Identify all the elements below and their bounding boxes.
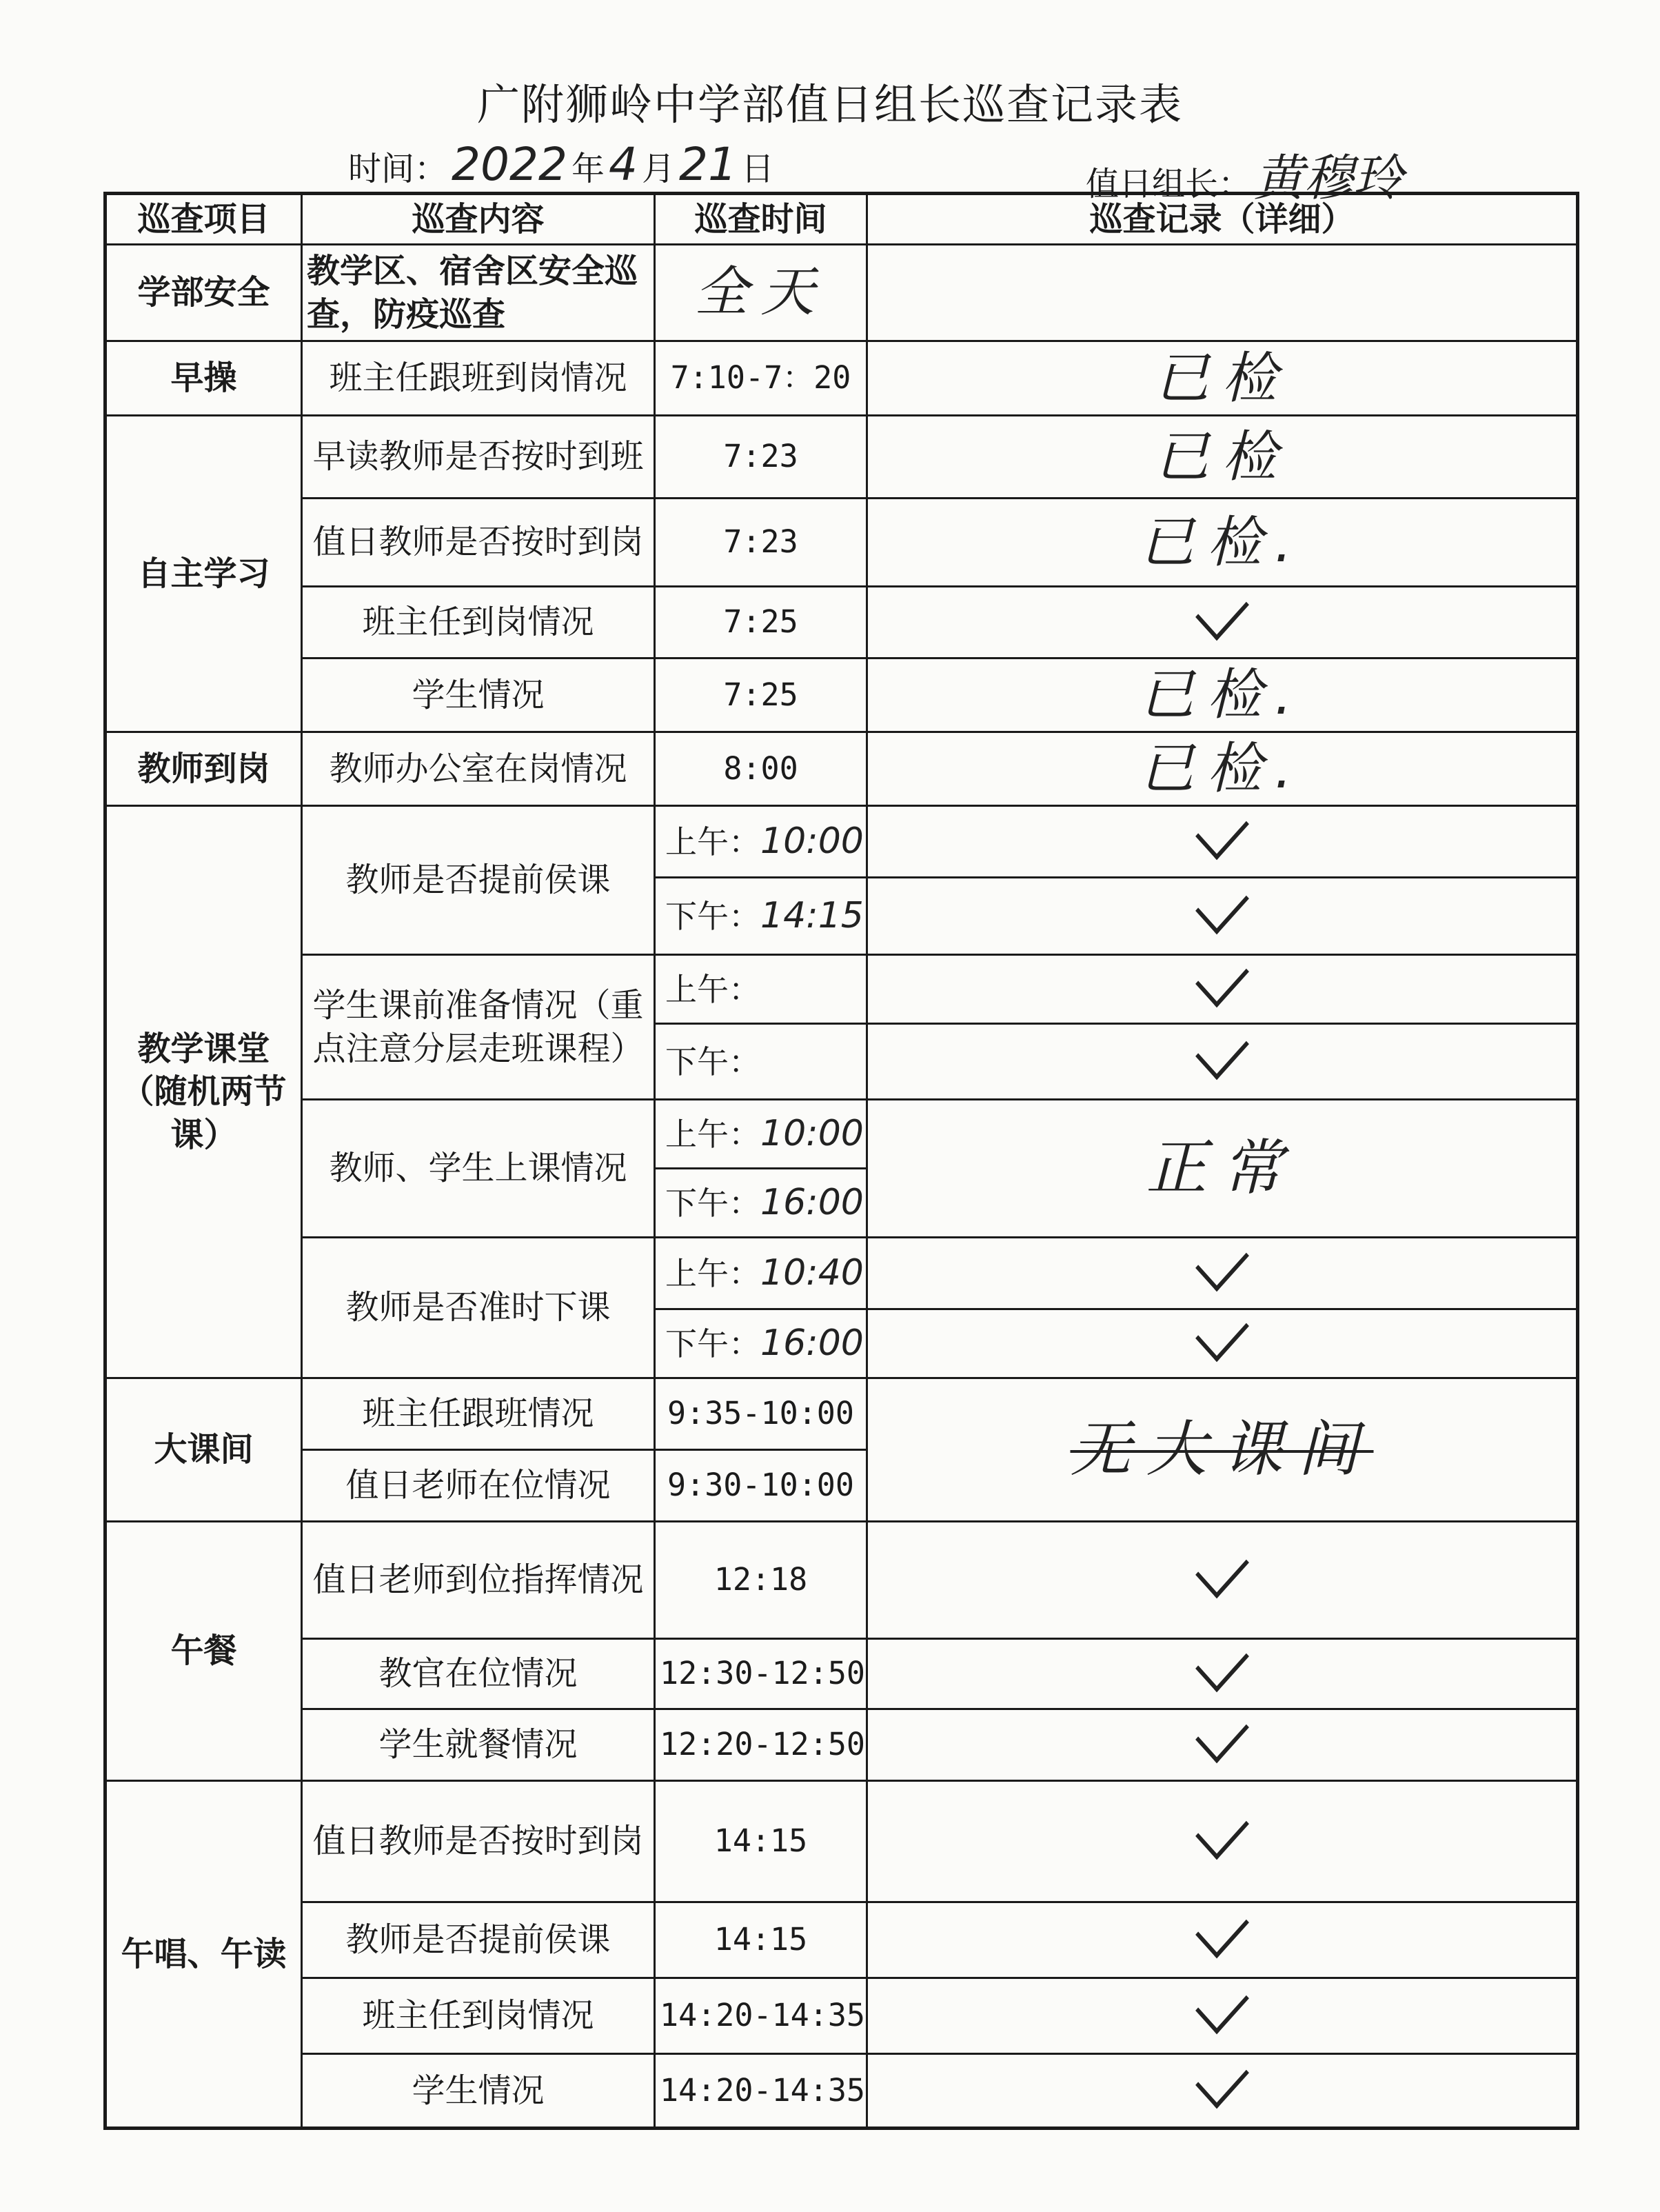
handwritten-time: 10:00 (760, 820, 864, 862)
category-teacher-on-duty: 教师到岗 (105, 732, 302, 806)
record-cell (867, 955, 1578, 1024)
record-cell (867, 1902, 1578, 1978)
table-row (105, 1709, 1578, 1781)
category-noon-reading: 午唱、午读 (105, 1781, 302, 2129)
header-row (105, 194, 1578, 245)
time-cell: 14:15 (655, 1781, 867, 1902)
record-cell (867, 658, 1578, 732)
pm-label: 下午： (665, 1184, 760, 1222)
pm-label: 下午： (665, 897, 760, 935)
time-cell-am (655, 955, 867, 1024)
table-row (105, 2054, 1578, 2129)
content-cell: 值日教师是否按时到岗 (302, 1781, 655, 1902)
inspection-table (103, 192, 1579, 2130)
checkmark-icon (1195, 1303, 1249, 1362)
handwritten-time: 14:15 (760, 894, 864, 936)
record-cell (867, 1522, 1578, 1639)
category-safety: 学部安全 (105, 245, 302, 341)
content-cell: 班主任到岗情况 (302, 1978, 655, 2054)
record-cell (867, 878, 1578, 955)
handwritten-record: 已检. (1139, 736, 1305, 801)
date-day: 21 (679, 138, 737, 191)
table-row (105, 732, 1578, 806)
pm-label: 下午： (665, 1325, 760, 1363)
handwritten-time: 全天 (694, 261, 827, 323)
date-year-suffix: 年 (571, 150, 605, 188)
table-row (105, 955, 1578, 1024)
table-row (105, 658, 1578, 732)
time-cell: 9:30-10:00 (655, 1450, 867, 1522)
am-label: 上午： (665, 823, 760, 861)
checkmark-icon (1195, 1800, 1249, 1860)
time-cell: 7:25 (655, 658, 867, 732)
header-item: 巡查项目 (105, 194, 302, 245)
content-cell: 班主任跟班到岗情况 (302, 341, 655, 416)
record-cell (867, 1639, 1578, 1709)
record-cell (867, 1100, 1578, 1238)
am-label: 上午： (665, 970, 760, 1008)
handwritten-record: 无大课间 (1070, 1414, 1374, 1485)
time-cell-pm (655, 1024, 867, 1100)
leader-signature: 黄穆玲 (1254, 149, 1404, 207)
content-cell: 教师是否提前侯课 (302, 806, 655, 955)
time-cell: 14:15 (655, 1902, 867, 1978)
page-title: 广附狮岭中学部值日组长巡查记录表 (476, 79, 1183, 130)
record-cell (867, 1024, 1578, 1100)
table-row (105, 1238, 1578, 1309)
record-cell (867, 1978, 1578, 2054)
table-row (105, 245, 1578, 341)
time-cell: 12:18 (655, 1522, 867, 1639)
record-cell (867, 416, 1578, 499)
handwritten-record: 正常 (1146, 1132, 1298, 1204)
time-cell-am (655, 1238, 867, 1309)
time-cell-am (655, 1100, 867, 1169)
table-row (105, 1100, 1578, 1169)
content-cell: 教师办公室在岗情况 (302, 732, 655, 806)
time-cell: 8:00 (655, 732, 867, 806)
handwritten-record: 已检. (1139, 663, 1305, 727)
content-cell: 值日教师是否按时到岗 (302, 499, 655, 587)
checkmark-icon (1195, 2049, 1249, 2109)
time-cell: 7:25 (655, 587, 867, 658)
content-cell: 教师是否提前侯课 (302, 1902, 655, 1978)
content-cell: 教官在位情况 (302, 1639, 655, 1709)
header-content: 巡查内容 (302, 194, 655, 245)
time-cell: 7:23 (655, 499, 867, 587)
checkmark-icon (1195, 581, 1249, 641)
time-cell: 14:20-14:35 (655, 2054, 867, 2129)
content-cell: 班主任到岗情况 (302, 587, 655, 658)
record-cell (867, 1781, 1578, 1902)
table-row (105, 1639, 1578, 1709)
checkmark-icon (1195, 948, 1249, 1007)
date-month-suffix: 月 (642, 150, 676, 188)
record-cell (867, 341, 1578, 416)
record-cell (867, 1309, 1578, 1378)
content-cell: 学生情况 (302, 2054, 655, 2129)
record-cell (867, 587, 1578, 658)
category-morning-exercise: 早操 (105, 341, 302, 416)
time-cell (655, 245, 867, 341)
record-cell (867, 1238, 1578, 1309)
am-label: 上午： (665, 1115, 760, 1153)
handwritten-time: 16:00 (760, 1322, 864, 1364)
date-day-suffix: 日 (741, 150, 775, 188)
table-row (105, 806, 1578, 878)
record-cell (867, 1709, 1578, 1781)
table-row (105, 416, 1578, 499)
checkmark-icon (1195, 875, 1249, 934)
checkmark-icon (1195, 1232, 1249, 1291)
checkmark-icon (1195, 801, 1249, 860)
handwritten-time: 10:40 (760, 1251, 864, 1294)
checkmark-icon (1195, 1539, 1249, 1598)
checkmark-icon (1195, 1899, 1249, 1958)
time-cell: 14:20-14:35 (655, 1978, 867, 2054)
date-label: 时间： (348, 150, 448, 188)
content-cell: 教师是否准时下课 (302, 1238, 655, 1378)
category-lunch: 午餐 (105, 1522, 302, 1781)
record-cell (867, 2054, 1578, 2129)
time-cell-am (655, 806, 867, 878)
time-cell: 12:30-12:50 (655, 1639, 867, 1709)
date-year: 2022 (452, 138, 567, 191)
table-row (105, 1522, 1578, 1639)
time-cell: 7:23 (655, 416, 867, 499)
time-cell: 7:10-7：20 (655, 341, 867, 416)
record-cell (867, 806, 1578, 878)
date-month: 4 (609, 138, 638, 191)
content-cell: 值日老师在位情况 (302, 1450, 655, 1522)
table-row (105, 1978, 1578, 2054)
record-cell (867, 732, 1578, 806)
category-classroom: 教学课堂（随机两节课） (105, 806, 302, 1378)
record-cell (867, 499, 1578, 587)
time-cell-pm (655, 878, 867, 955)
category-self-study: 自主学习 (105, 416, 302, 732)
content-cell: 学生就餐情况 (302, 1709, 655, 1781)
category-big-break: 大课间 (105, 1378, 302, 1522)
content-cell: 学生课前准备情况（重点注意分层走班课程） (302, 955, 655, 1100)
checkmark-icon (1195, 1020, 1249, 1080)
date-line (348, 138, 774, 191)
content-cell: 教师、学生上课情况 (302, 1100, 655, 1238)
leader-label: 值日组长： (1086, 165, 1252, 203)
header-time: 巡查时间 (655, 194, 867, 245)
handwritten-record: 已检. (1139, 510, 1305, 574)
time-cell-pm (655, 1309, 867, 1378)
content-cell: 教学区、宿舍区安全巡查，防疫巡查 (302, 245, 655, 341)
content-cell: 值日老师到位指挥情况 (302, 1522, 655, 1639)
am-label: 上午： (665, 1254, 760, 1292)
table-row (105, 1378, 1578, 1450)
time-cell-pm (655, 1169, 867, 1238)
content-cell: 早读教师是否按时到班 (302, 416, 655, 499)
checkmark-icon (1195, 1704, 1249, 1763)
header-record: 巡查记录（详细） (867, 194, 1578, 245)
record-cell (867, 245, 1578, 341)
pm-label: 下午： (665, 1043, 760, 1080)
checkmark-icon (1195, 1633, 1249, 1692)
time-cell: 9:35-10:00 (655, 1378, 867, 1450)
content-cell: 班主任跟班情况 (302, 1378, 655, 1450)
table-row (105, 341, 1578, 416)
table-row (105, 499, 1578, 587)
table-row (105, 1781, 1578, 1902)
handwritten-record: 已检 (1154, 424, 1290, 489)
record-cell (867, 1378, 1578, 1522)
table-row (105, 1902, 1578, 1978)
handwritten-record: 已检 (1154, 345, 1290, 410)
time-cell: 12:20-12:50 (655, 1709, 867, 1781)
handwritten-time: 16:00 (760, 1181, 864, 1223)
handwritten-time: 10:00 (760, 1112, 864, 1154)
content-cell: 学生情况 (302, 658, 655, 732)
table-row (105, 587, 1578, 658)
checkmark-icon (1195, 1975, 1249, 2034)
